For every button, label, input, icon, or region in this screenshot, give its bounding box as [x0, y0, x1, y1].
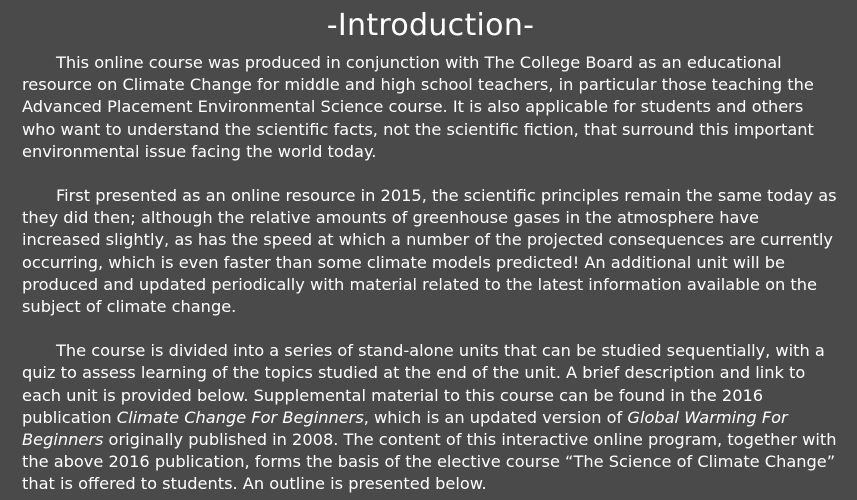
intro-paragraph-1: This online course was produced in conjunction with The College Board as an educational resource on Climate Change for middle and high school teachers, in particular those teaching the Advanced Placement Environmental Science course. It is also applicable for students and others who want to understand the scientific facts, not the scientific fiction, that surround this important environmental issue facing the world today. [22, 53, 814, 161]
paragraph-3-text-1: The course is divided into a series of stand-alone units that can be studied sequentially, with a quiz to assess learning of the topics studied at the end of the unit. A brief description and link to each unit is provided below. Supplemental material to this course can be found in the 2016 publication [22, 341, 825, 427]
page-title: -Introduction- [326, 8, 535, 43]
intro-paragraph-2: First presented as an online resource in 2015, the scientific principles remain the same today as they did then; although the relative amounts of greenhouse gases in the atmosphere have increased slightly, as has the speed at which a number of the projected consequences are currently occurring, which is even faster than some climate models predicted! An additional unit will be produced and updated periodically with material related to the latest information available on the subject of climate change. [22, 186, 837, 317]
paragraph-3-text-2: , which is an updated version of [363, 407, 628, 427]
book-title-climate-change-for-beginners: Climate Change For Beginners [116, 407, 364, 427]
paragraph-3-text-3: originally published in 2008. The content of this interactive online program, together with the above 2016 publication, forms the basis of the elective course “The Science of Climate Change” that is offered to students. An outline is presented below. [22, 430, 837, 494]
book-title-global-warming-for-beginners: Global Warming For Beginners [22, 407, 788, 450]
intro-paragraph-3 [22, 340, 839, 495]
